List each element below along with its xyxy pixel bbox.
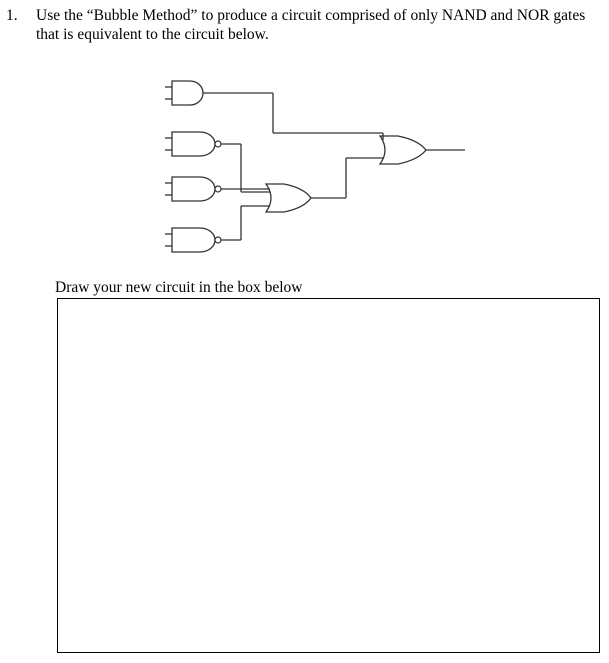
nand-gate-3 <box>165 177 270 201</box>
instruction-text: Draw your new circuit in the box below <box>55 279 303 296</box>
question-text: Use the “Bubble Method” to produce a circuit comprised of only NAND and NOR gates that is equivalent to the circuit below. <box>36 7 586 43</box>
or-gate-5 <box>241 144 346 240</box>
nand-gate-4 <box>165 228 241 252</box>
question-number: 1. <box>6 7 18 24</box>
drawing-answer-box[interactable] <box>57 298 600 653</box>
or-gate-6 <box>273 93 465 198</box>
logic-circuit-diagram <box>0 0 609 280</box>
nand-gate-2 <box>165 132 241 156</box>
and-gate-1 <box>165 81 273 105</box>
